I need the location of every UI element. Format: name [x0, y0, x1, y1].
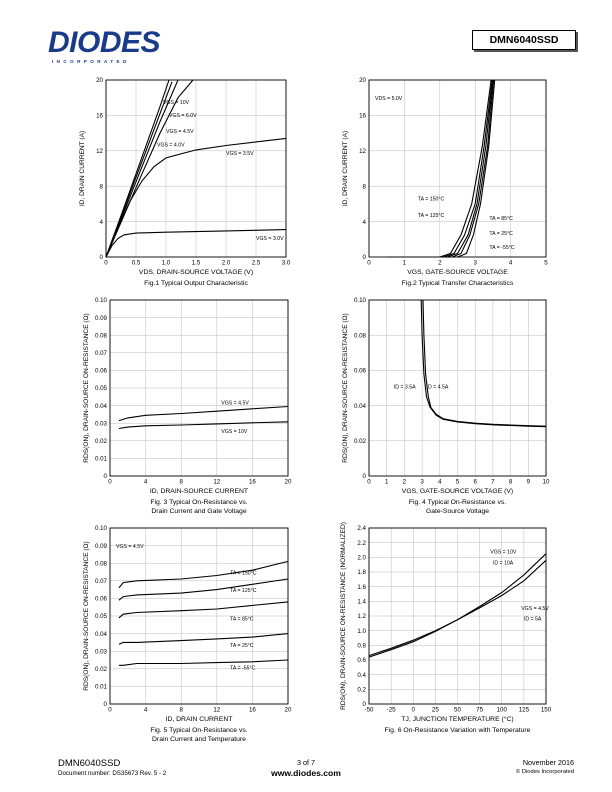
fig5-xlabel: ID, DRAIN CURRENT [165, 716, 233, 723]
fig3-ytick-label: 0.10 [94, 297, 107, 305]
fig4-xtick-label: 6 [473, 478, 477, 486]
fig2-series-line-1 [387, 80, 493, 257]
fig4-xtick-label: 2 [402, 478, 407, 486]
fig5-series-line-4 [119, 660, 288, 665]
fig4-xtick-label: 3 [420, 478, 424, 486]
fig4-series-label: ID = 4.5A [426, 384, 449, 391]
fig2-annotation: VDS = 5.0V [375, 96, 403, 102]
fig6-ytick-label: 0.4 [357, 671, 366, 679]
fig3-series-label: VGS = 4.5V [221, 400, 249, 407]
fig3-xtick-label: 16 [248, 478, 256, 486]
fig5-ylabel: RDS(ON), DRAIN-SOURCE ON-RESISTANCE (Ω) [83, 541, 90, 691]
fig4-ylabel: RDS(ON), DRAIN-SOURCE ON-RESISTANCE (Ω) [342, 313, 349, 463]
fig2-title: Fig.2 Typical Transfer Characteristics [401, 280, 514, 287]
fig2-xtick-label: 0 [367, 259, 371, 267]
fig1-xtick-label: 2.5 [251, 259, 261, 267]
fig4-ytick-label: 0 [362, 473, 366, 481]
fig3-ytick-label: 0.04 [94, 402, 107, 410]
fig5-series-line-3 [119, 634, 288, 645]
fig5-ytick-label: 0.08 [94, 560, 107, 568]
fig5-ytick-label: 0.07 [94, 578, 107, 585]
fig3-ytick-label: 0.07 [94, 350, 107, 357]
fig6-xtick-label: -50 [364, 706, 374, 714]
fig1-xtick-label: 1.5 [191, 259, 201, 267]
fig6-ytick-label: 2.4 [357, 525, 366, 533]
fig6-title: Fig. 6 On-Resistance Variation with Temperature [384, 727, 531, 734]
fig2-series-label: TA = 85°C [489, 215, 513, 222]
footer-part-number: DMN6040SSD [58, 758, 121, 769]
fig4-xlabel: VGS, GATE-SOURCE VOLTAGE (V) [401, 488, 514, 495]
fig1-ytick-label: 4 [99, 218, 103, 226]
fig3-series-line-0 [119, 407, 288, 421]
fig6-ytick-label: 0.2 [357, 686, 366, 694]
fig6-xtick-label: 150 [540, 706, 552, 714]
fig2-chart [369, 80, 546, 257]
fig3-series-label: VGS = 10V [221, 428, 248, 435]
fig1-series-label: VGS = 10V [163, 99, 190, 106]
fig2-xtick-label: 1 [402, 259, 407, 267]
fig6-chart [369, 528, 546, 704]
fig5-chart [110, 528, 288, 704]
fig5-ytick-label: 0.01 [94, 683, 107, 691]
fig6-ylabel: RDS(ON), DRAIN-SOURCE ON-RESISTANCE (NORMALIZED) [340, 522, 347, 710]
fig6-series-label: ID = 5A [523, 616, 542, 623]
fig1-xtick-label: 2.0 [221, 259, 231, 267]
fig6-xtick-label: 75 [476, 706, 484, 714]
fig5-series-label: TA = 125°C [230, 588, 257, 595]
fig4-ytick-label: 0.04 [353, 402, 366, 410]
fig5-ytick-label: 0.05 [94, 613, 107, 621]
fig6-xtick-label: -25 [386, 706, 396, 714]
fig5-series-line-1 [119, 579, 288, 600]
fig3-ytick-label: 0 [103, 473, 107, 481]
fig1-title: Fig.1 Typical Output Characteristic [144, 280, 248, 287]
fig1-xlabel: VDS, DRAIN-SOURCE VOLTAGE (V) [138, 269, 254, 276]
fig2-xtick-label: 2 [438, 259, 442, 267]
fig1-ytick-label: 8 [99, 183, 103, 191]
fig4-xtick-label: 0 [367, 478, 371, 486]
fig4-title: Fig. 4 Typical On-Resistance vs. [408, 499, 507, 506]
fig1-series-label: VGS = 4.0V [157, 142, 185, 149]
fig3-ytick-label: 0.05 [94, 385, 107, 393]
fig1-ytick-label: 16 [96, 112, 103, 120]
fig1-xtick-label: 1.0 [161, 259, 171, 267]
fig1-series-line-3 [106, 80, 193, 257]
fig2-ytick-label: 8 [362, 183, 366, 191]
fig4-title-line2: Gate-Source Voltage [425, 508, 490, 515]
fig1-chart [106, 80, 286, 257]
logo-subtitle: INCORPORATED [52, 59, 130, 64]
fig1-series-label: VGS = 3.5V [226, 151, 254, 158]
fig5-ytick-label: 0.03 [94, 648, 107, 656]
fig1-ylabel: ID, DRAIN CURRENT (A) [79, 130, 86, 207]
footer-document-number: Document number: DS35673 Rev. 5 - 2 [58, 770, 167, 777]
fig2-ytick-label: 12 [359, 148, 366, 155]
fig2-ylabel: ID, DRAIN CURRENT (A) [342, 130, 349, 207]
fig3-xtick-label: 12 [213, 478, 221, 486]
fig4-xtick-label: 4 [438, 478, 442, 486]
fig4-xtick-label: 7 [491, 478, 495, 486]
fig5-series-line-2 [119, 602, 288, 618]
fig6-series-label: VGS = 10V [490, 549, 517, 556]
fig4-ytick-label: 0.06 [353, 367, 366, 375]
fig5-ytick-label: 0.02 [94, 666, 107, 673]
fig3-chart [110, 300, 288, 476]
fig1-series-label: VGS = 6.0V [169, 113, 197, 120]
fig5-xtick-label: 12 [213, 706, 221, 714]
fig3-ylabel: RDS(ON), DRAIN-SOURCE ON-RESISTANCE (Ω) [83, 313, 90, 463]
fig6-xtick-label: 25 [431, 706, 439, 714]
fig5-xtick-label: 0 [108, 706, 112, 714]
fig2-xtick-label: 4 [508, 259, 513, 267]
footer-page-number: 3 of 7 [297, 758, 315, 767]
fig2-series-line-3 [387, 80, 494, 257]
fig3-xtick-label: 0 [108, 478, 112, 486]
fig1-ytick-label: 0 [99, 254, 103, 262]
fig1-series-label: VGS = 4.5V [166, 129, 194, 136]
fig5-xtick-label: 8 [179, 706, 183, 714]
fig2-series-label: TA = 150°C [417, 196, 445, 203]
fig3-xtick-label: 4 [143, 478, 148, 486]
fig6-xtick-label: 100 [496, 706, 507, 714]
fig5-ytick-label: 0.10 [94, 525, 107, 533]
fig3-ytick-label: 0.08 [94, 332, 107, 340]
fig3-title: Fig. 3 Typical On-Resistance vs. [150, 499, 248, 506]
fig1-xtick-label: 3.0 [281, 259, 291, 267]
fig5-xtick-label: 16 [248, 706, 256, 714]
fig6-ytick-label: 1.8 [357, 569, 366, 577]
fig1-ytick-label: 12 [96, 148, 103, 155]
fig6-ytick-label: 0.6 [357, 657, 366, 665]
logo-wordmark: DIODES [48, 26, 161, 59]
fig2-xtick-label: 3 [473, 259, 477, 267]
fig4-ytick-label: 0.08 [353, 332, 366, 340]
fig6-ytick-label: 0 [362, 701, 366, 709]
fig3-title-line2: Drain Current and Gate Voltage [151, 508, 247, 515]
fig3-series-line-1 [119, 422, 288, 429]
fig4-xtick-label: 9 [526, 478, 531, 486]
fig6-xlabel: TJ, JUNCTION TEMPERATURE (°C) [401, 716, 514, 723]
fig5-ytick-label: 0.06 [94, 595, 107, 603]
fig2-ytick-label: 16 [359, 112, 366, 120]
fig6-xtick-label: 0 [411, 706, 415, 714]
fig3-xtick-label: 20 [284, 478, 292, 486]
fig4-xtick-label: 10 [542, 478, 550, 486]
fig6-ytick-label: 1.0 [357, 627, 366, 635]
fig3-xtick-label: 8 [179, 478, 183, 486]
part-number-box: DMN6040SSD [472, 30, 576, 50]
fig6-xtick-label: 50 [454, 706, 461, 714]
fig3-ytick-label: 0.01 [94, 455, 107, 463]
footer-date: November 2016 [522, 758, 574, 767]
fig6-series-label: VGS = 4.5V [521, 606, 549, 613]
fig2-ytick-label: 4 [362, 218, 366, 226]
fig6-ytick-label: 2.2 [357, 539, 366, 547]
fig5-series-label: TA = 85°C [230, 616, 254, 623]
fig2-frame [369, 80, 546, 257]
fig5-annotation: VGS = 4.5V [116, 544, 144, 550]
fig6-xtick-label: 125 [518, 706, 530, 714]
fig2-series-label: TA = -55°C [489, 245, 515, 252]
fig3-xlabel: ID, DRAIN-SOURCE CURRENT [149, 488, 249, 495]
fig6-series-label: ID = 10A [492, 560, 514, 567]
fig6-ytick-label: 1.2 [357, 613, 366, 621]
fig4-series-line-0 [423, 300, 546, 426]
fig5-xtick-label: 4 [143, 706, 148, 714]
fig5-xtick-label: 20 [284, 706, 292, 714]
fig5-title-line2: Drain Current and Temperature [152, 736, 246, 743]
fig3-ytick-label: 0.03 [94, 420, 107, 428]
fig2-series-label: TA = 25°C [489, 230, 513, 237]
fig2-series-label: TA = 125°C [417, 213, 445, 220]
fig6-ytick-label: 1.6 [357, 583, 366, 591]
fig2-ytick-label: 20 [359, 77, 366, 85]
fig2-xtick-label: 5 [544, 259, 548, 267]
fig5-title: Fig. 5 Typical On-Resistance vs. [150, 727, 248, 734]
fig3-ytick-label: 0.02 [94, 438, 107, 445]
fig5-series-line-0 [119, 561, 288, 587]
fig5-series-label: TA = 25°C [230, 642, 254, 649]
footer-website[interactable]: www.diodes.com [271, 768, 341, 778]
fig6-ytick-label: 0.8 [357, 642, 366, 650]
fig5-ytick-label: 0.04 [94, 630, 107, 638]
fig4-series-label: ID = 3.5A [393, 384, 416, 391]
fig4-xtick-label: 1 [384, 478, 389, 486]
fig3-ytick-label: 0.09 [94, 314, 107, 322]
fig4-ytick-label: 0.02 [353, 438, 366, 445]
fig5-ytick-label: 0.09 [94, 542, 107, 550]
fig3-ytick-label: 0.06 [94, 367, 107, 375]
fig5-series-label: TA = -55°C [230, 665, 256, 672]
fig1-xtick-label: 0 [104, 259, 108, 267]
fig2-ytick-label: 0 [362, 254, 366, 262]
fig6-ytick-label: 1.4 [357, 598, 366, 606]
fig5-series-label: TA = 150°C [230, 570, 257, 577]
fig1-ytick-label: 20 [96, 77, 103, 85]
fig4-xtick-label: 5 [455, 478, 460, 486]
fig6-ytick-label: 2.0 [357, 554, 366, 562]
fig1-series-label: VGS = 3.0V [256, 236, 284, 243]
fig4-xtick-label: 8 [508, 478, 513, 486]
fig1-xtick-label: 0.5 [131, 259, 141, 267]
fig4-ytick-label: 0.10 [353, 297, 366, 305]
fig5-ytick-label: 0 [103, 701, 107, 709]
fig2-xlabel: VGS, GATE-SOURCE VOLTAGE [407, 269, 508, 276]
footer-copyright: © Diodes Incorporated [515, 769, 574, 775]
